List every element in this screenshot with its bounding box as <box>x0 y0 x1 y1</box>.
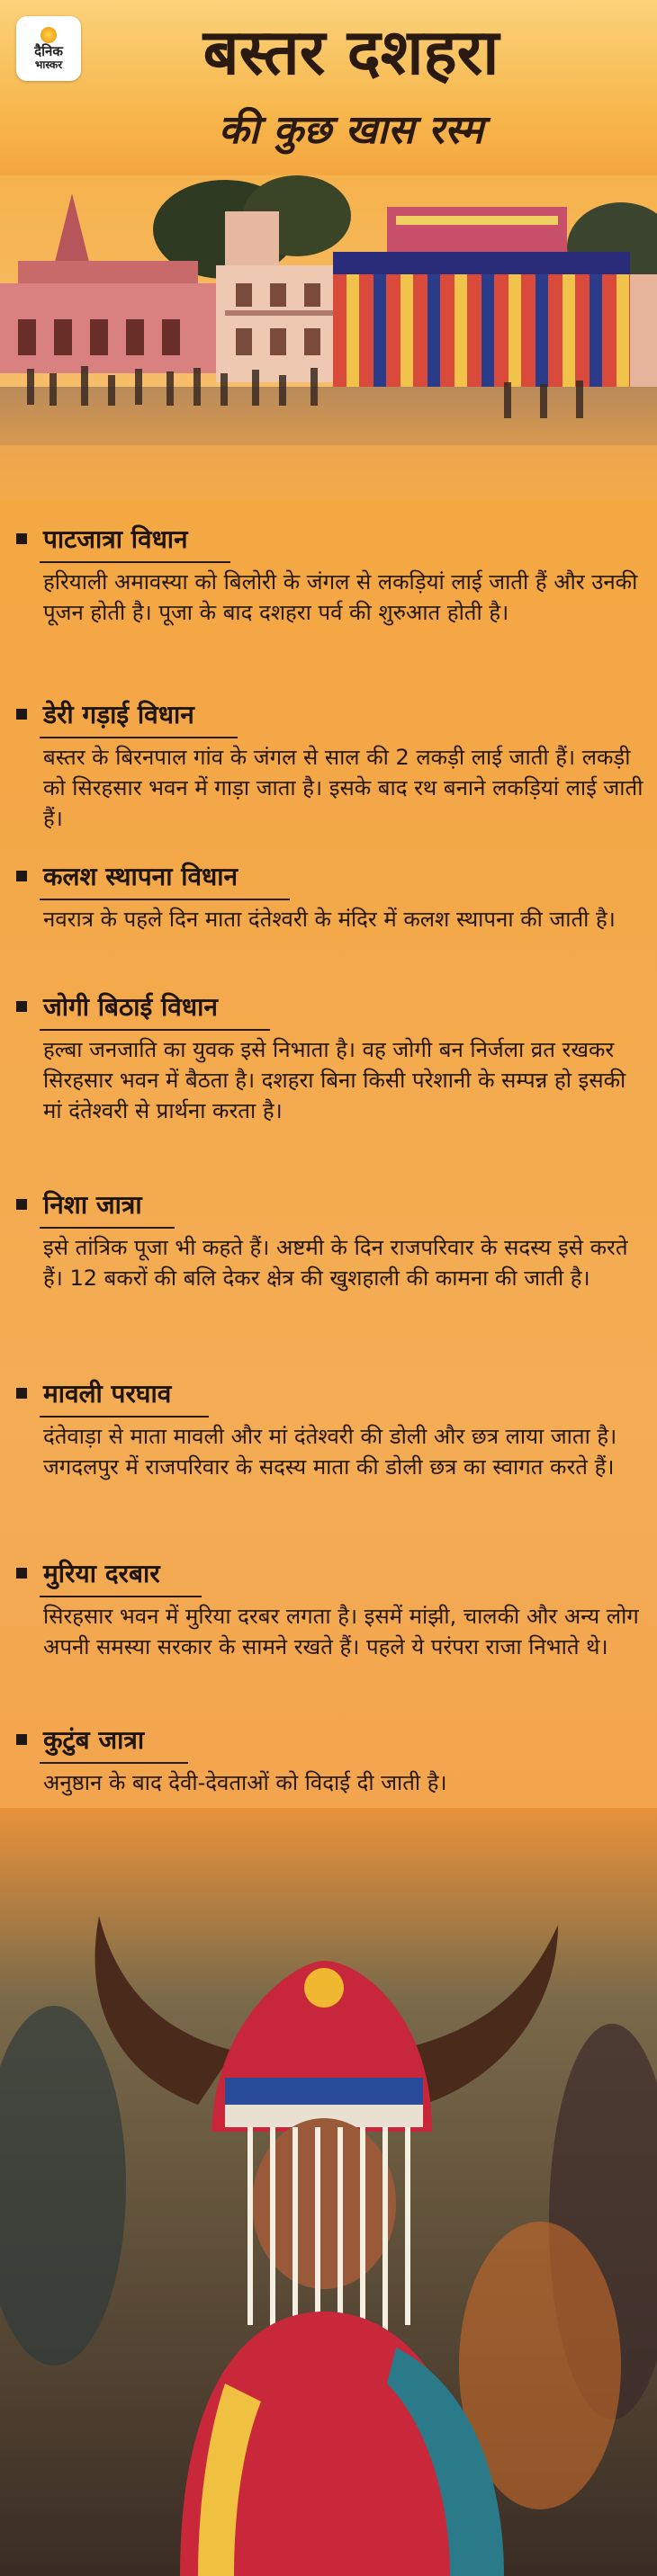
logo-line-2: भास्कर <box>34 58 63 71</box>
item-title: मावली परघाव <box>43 1379 172 1409</box>
title-underline <box>40 1596 202 1597</box>
item-title: कलश स्थापना विधान <box>43 862 238 891</box>
title-underline <box>40 737 238 738</box>
sun-icon <box>40 27 57 43</box>
item-body: दंतेवाड़ा से माता मावली और मां दंतेश्वरी की डोली और छत्र लाया जाता है। जगदलपुर में राजपरिवार के सदस्य माता की डोली छत्र का स्वागत करते हैं। <box>43 1424 617 1480</box>
title-underline <box>40 1029 270 1031</box>
page-subtitle: की कुछ खास रस्म <box>218 107 484 153</box>
dainik-bhaskar-logo <box>16 16 81 81</box>
bullet-icon <box>16 533 27 544</box>
item-title: पाटजात्रा विधान <box>43 524 188 554</box>
title-underline <box>40 1762 188 1764</box>
item-body: सिरहसार भवन में मुरिया दरबर लगता है। इसमें मांझी, चालकी और अन्य लोग अपनी समस्या सरकार के सामने रखते हैं। पहले ये परंपरा राजा निभाते थे। <box>43 1604 639 1659</box>
item-title: निशा जात्रा <box>43 1190 142 1220</box>
item-title: डेरी गड़ाई विधान <box>43 700 194 729</box>
bullet-icon <box>16 1199 27 1210</box>
title-underline <box>40 1416 209 1418</box>
item-body: बस्तर के बिरनपाल गांव के जंगल से साल की 2 लकड़ी लाई जाती हैं। लकड़ी को सिरहसार भवन में गाड़ा जाता है। इसके बाद रथ बनाने लकड़ियां लाई जाती हैं। <box>43 745 644 831</box>
header <box>0 0 657 193</box>
item-title: मुरिया दरबार <box>43 1559 160 1588</box>
item-title: जोगी बिठाई विधान <box>43 992 218 1022</box>
bullet-icon <box>16 871 27 881</box>
dussehra-chariot-scene <box>0 175 657 499</box>
bullet-icon <box>16 1568 27 1579</box>
item-body: हरियाली अमावस्या को बिलोरी के जंगल से लकड़ियां लाई जाती हैं और उनकी पूजन होती है। पूजा के बाद दशहरा पर्व की शुरुआत होती है। <box>43 569 638 625</box>
logo-line-1: दैनिक <box>34 42 63 59</box>
item-title: कुटुंब जात्रा <box>43 1725 145 1755</box>
item-body: नवरात्र के पहले दिन माता दंतेश्वरी के मंदिर में कलश स्थापना की जाती है। <box>43 907 616 932</box>
title-underline <box>40 561 230 563</box>
item-body: हल्बा जनजाति का युवक इसे निभाता है। वह जोगी बन निर्जला व्रत रखकर सिरहसार भवन में बैठता है। दशहरा बिना किसी परेशानी के सम्पन्न हो इसकी मां दंतेश्वरी से प्रार्थना करता है। <box>43 1037 626 1123</box>
title-underline <box>40 899 290 900</box>
page-title: बस्तर दशहरा <box>202 15 500 89</box>
bullet-icon <box>16 1001 27 1012</box>
tribal-dancer-illustration <box>0 1808 657 2576</box>
bullet-icon <box>16 1388 27 1399</box>
item-body: इसे तांत्रिक पूजा भी कहते हैं। अष्टमी के दिन राजपरिवार के सदस्य इसे करते हैं। 12 बकरों की बलि देकर क्षेत्र की खुशहाली की कामना की जाती है। <box>43 1235 628 1291</box>
bullet-icon <box>16 709 27 720</box>
bullet-icon <box>16 1734 27 1745</box>
title-underline <box>40 1227 175 1229</box>
item-body: अनुष्ठान के बाद देवी-देवताओं को विदाई दी जाती है। <box>43 1770 447 1795</box>
